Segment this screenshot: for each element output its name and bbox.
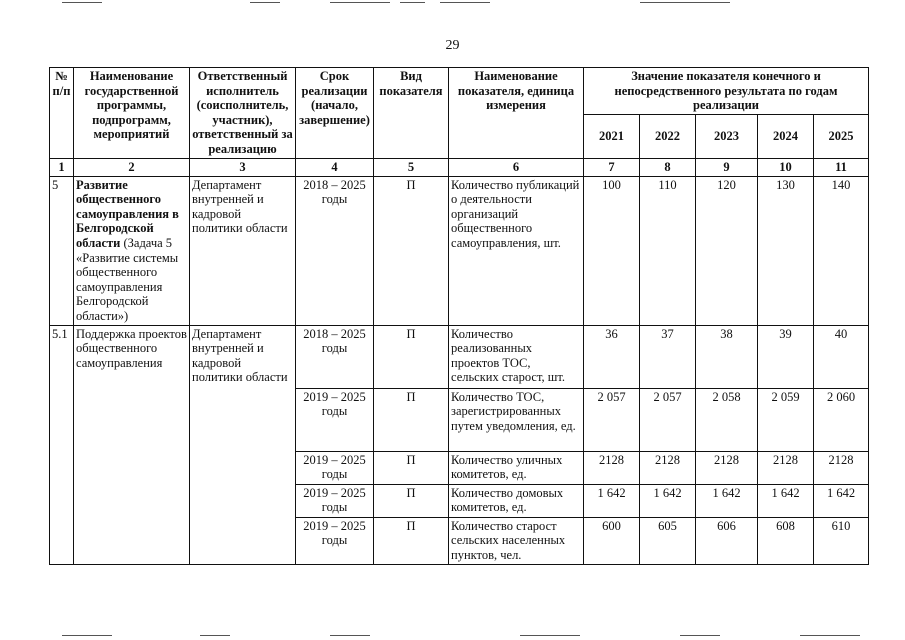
row-num: 5	[50, 176, 74, 325]
value-2025: 610	[814, 517, 869, 564]
value-2025: 1 642	[814, 484, 869, 517]
page-number: 29	[445, 38, 460, 53]
header-row	[50, 68, 869, 115]
indicator-table	[49, 67, 869, 565]
header-num: № п/п	[50, 68, 74, 159]
responsible: Департамент внутренней и кадровой политики области	[190, 176, 296, 325]
header-period: Срок реализации (начало, завершение)	[296, 68, 374, 159]
scan-top-edge	[0, 0, 905, 6]
period: 2019 – 2025 годы	[296, 388, 374, 451]
column-number: 7	[584, 159, 640, 177]
column-number: 10	[758, 159, 814, 177]
period: 2019 – 2025 годы	[296, 484, 374, 517]
header-year: 2022	[640, 115, 696, 159]
indicator-type: П	[374, 388, 449, 451]
value-2023: 1 642	[696, 484, 758, 517]
column-number: 4	[296, 159, 374, 177]
value-2022: 2 057	[640, 388, 696, 451]
header-indicator: Наименование показателя, единица измерения	[449, 68, 584, 159]
value-2022: 110	[640, 176, 696, 325]
value-2024: 2 059	[758, 388, 814, 451]
value-2023: 2128	[696, 451, 758, 484]
value-2024: 2128	[758, 451, 814, 484]
value-2024: 130	[758, 176, 814, 325]
value-2021: 2 057	[584, 388, 640, 451]
program-name	[74, 176, 190, 325]
indicator-type: П	[374, 484, 449, 517]
value-2024: 39	[758, 325, 814, 388]
period: 2019 – 2025 годы	[296, 517, 374, 564]
period: 2019 – 2025 годы	[296, 451, 374, 484]
column-number: 9	[696, 159, 758, 177]
column-number: 2	[74, 159, 190, 177]
period: 2018 – 2025 годы	[296, 176, 374, 325]
program-name: Поддержка проектов общественного самоуправления	[74, 325, 190, 564]
value-2022: 1 642	[640, 484, 696, 517]
column-number: 6	[449, 159, 584, 177]
indicator-name: Количество домовых комитетов, ед.	[449, 484, 584, 517]
indicator-name: Количество уличных комитетов, ед.	[449, 451, 584, 484]
header-year: 2025	[814, 115, 869, 159]
value-2022: 37	[640, 325, 696, 388]
indicator-type: П	[374, 517, 449, 564]
row-num: 5.1	[50, 325, 74, 564]
header-program: Наименование государственной программы, подпрограмм, мероприятий	[74, 68, 190, 159]
indicator-name: Количество ТОС, зарегистрированных путем уведомления, ед.	[449, 388, 584, 451]
responsible: Департамент внутренней и кадровой политики области	[190, 325, 296, 564]
value-2021: 600	[584, 517, 640, 564]
indicator-type: П	[374, 451, 449, 484]
value-2025: 140	[814, 176, 869, 325]
program-name-bold: Развитие общественного самоуправления в Белгородской области	[76, 177, 179, 250]
value-2023: 120	[696, 176, 758, 325]
value-2023: 2 058	[696, 388, 758, 451]
column-numbers-row	[50, 159, 869, 177]
column-number: 5	[374, 159, 449, 177]
period: 2018 – 2025 годы	[296, 325, 374, 388]
column-number: 8	[640, 159, 696, 177]
scan-bottom-edge	[0, 632, 905, 640]
value-2023: 38	[696, 325, 758, 388]
column-number: 11	[814, 159, 869, 177]
column-number: 3	[190, 159, 296, 177]
indicator-type: П	[374, 176, 449, 325]
value-2024: 1 642	[758, 484, 814, 517]
value-2022: 2128	[640, 451, 696, 484]
value-2021: 1 642	[584, 484, 640, 517]
value-2023: 606	[696, 517, 758, 564]
value-2021: 36	[584, 325, 640, 388]
header-year: 2021	[584, 115, 640, 159]
header-responsible: Ответственный исполнитель (соисполнитель, участник), ответственный за реализацию	[190, 68, 296, 159]
column-number: 1	[50, 159, 74, 177]
value-2025: 40	[814, 325, 869, 388]
header-type: Вид показателя	[374, 68, 449, 159]
value-2022: 605	[640, 517, 696, 564]
indicator-name: Количество старост сельских населенных пунктов, чел.	[449, 517, 584, 564]
table-row-5-1	[50, 325, 869, 388]
value-2021: 2128	[584, 451, 640, 484]
header-values-group: Значение показателя конечного и непосредственного результата по годам реализации	[584, 68, 869, 115]
header-year: 2023	[696, 115, 758, 159]
value-2024: 608	[758, 517, 814, 564]
value-2025: 2 060	[814, 388, 869, 451]
indicator-name: Количество публикаций о деятельности организаций общественного самоуправления, шт.	[449, 176, 584, 325]
value-2025: 2128	[814, 451, 869, 484]
value-2021: 100	[584, 176, 640, 325]
table-row-5	[50, 176, 869, 325]
header-year: 2024	[758, 115, 814, 159]
program-name-rest: (Задача 5 «Развитие системы общественного самоуправления Белгородской области»)	[76, 235, 179, 323]
indicator-name: Количество реализованных проектов ТОС, сельских старост, шт.	[449, 325, 584, 388]
indicator-type: П	[374, 325, 449, 388]
